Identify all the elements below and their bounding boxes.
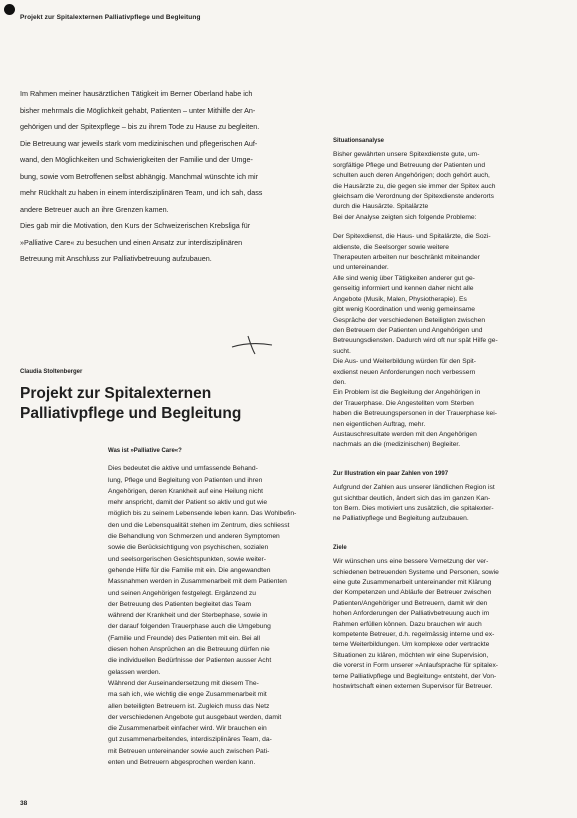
body-line: die Behandlung von Schmerzen und anderen Symptomen [108, 533, 280, 541]
body-line: hostwirtschaft einen externen Supervisor für Betreuer. [333, 683, 493, 691]
body-line: Austauschresultate werden mit den Angehörigen [333, 430, 477, 438]
intro-line: bisher mehrmals die Möglichkeit gehabt, Patienten – unter Mithilfe der An- [20, 105, 256, 115]
body-line: haben die Betreuungspersonen in der Trauerphase kei- [333, 410, 497, 418]
body-line: den und die Lebensqualität stehen im Zentrum, dies schliesst [108, 521, 290, 529]
body-line: Patienten/Angehöriger und Betreuern, damit wir den [333, 599, 488, 607]
body-line: Angebote (Musik, Malen, Physiotherapie). Es [333, 295, 467, 303]
article-title-line-1: Projekt zur Spitalexternen [20, 385, 212, 402]
body-line: die individuellen Bedürfnisse der Patienten ausser Acht [108, 657, 272, 665]
body-line: der Betreuung des Patienten begleitet das Team [108, 600, 252, 608]
body-line: den. [333, 378, 347, 386]
body-line: mehr anspricht, damit der Patient so aktiv und gut wie [108, 499, 268, 507]
body-line: gelassen werden. [108, 668, 161, 676]
body-line: Ein Problem ist die Begleitung der Angehörigen in [333, 389, 481, 397]
body-line: genseitig informiert und kennen daher nicht alle [333, 285, 474, 293]
intro-line: wand, den Möglichkeiten und Schwierigkeiten der Familie und der Umge- [20, 155, 253, 164]
body-line: schiedenen betreuenden Systeme und Personen, sowie [333, 568, 499, 576]
intro-line: Die Betreuung war jeweils stark vom medizinischen und pflegerischen Auf- [20, 138, 258, 148]
body-line: eine gute Zusammenarbeit untereinander mit Klärung [333, 579, 492, 587]
body-line: lung, Pflege und Begleitung von Patienten und ihren [108, 476, 263, 484]
handwritten-mark-icon [228, 332, 278, 357]
intro-text [20, 86, 320, 268]
body-line: kompetente Betreuer, d.h. regelmässig interne und ex- [333, 631, 495, 639]
body-line: schulten auch deren Angehörigen; doch gehört auch, [333, 172, 490, 180]
body-line: und seelsorgerischen Gesichtspunkten, sowie weiter- [108, 555, 266, 563]
intro-line: Im Rahmen meiner hausärztlichen Tätigkeit im Berner Oberland habe ich [20, 89, 253, 98]
body-line: während der Krankheit und der Sterbephase, sowie in [108, 612, 268, 620]
body-line: Dies bedeutet die aktive und umfassende Behand- [108, 465, 258, 473]
body-line: mit Betreuen untereinander sowie auch zwischen Pati- [108, 747, 270, 755]
body-line: Therapeuten arbeiten nur beschränkt miteinander [333, 254, 480, 262]
illustration-body [333, 483, 569, 525]
body-line: nen eigentlichen Auftrag, mehr. [333, 420, 426, 428]
intro-line: mehr Rückhalt zu haben in einem interdisziplinären Team, und ich sah, dass [20, 188, 263, 197]
body-line: Situationen zu klären, möchten wir eine Supervision, [333, 651, 489, 659]
body-line: Während der Auseinandersetzung mit diesem The- [108, 679, 259, 687]
body-line: ne Palliativpflege und Begleitung aufzubauen. [333, 515, 469, 523]
body-line: gut sichtbar deutlich, ändert sich das im ganzen Kan- [333, 494, 491, 502]
analysis-intro: Bei der Analyse zeigten sich folgende Probleme: [333, 213, 477, 221]
body-line: terne Palliativpflege und Begleitung« entsteht, der Von- [333, 672, 497, 680]
article-author: Claudia Stoltenberger [20, 369, 83, 375]
body-line: die vorerst in Form unserer »Anlaufsprache für spitalex- [333, 662, 499, 670]
body-line: enten und Betreuern abgesprochen werden kann. [108, 759, 256, 767]
body-line: sorgfältige Pflege und Betreuung der Patienten und [333, 161, 486, 169]
body-line: Die Aus- und Weiterbildung würden für den Spit- [333, 358, 476, 366]
body-line: der verschiedenen Angebote gut ausgebaut werden, damit [108, 713, 282, 721]
body-line: durch die Hausärzte. Spitalärzte [333, 203, 429, 211]
problem-list [333, 232, 569, 451]
body-line: Rahmen erfüllen können. Dazu brauchen wir auch [333, 620, 482, 628]
intro-line: Dies gab mir die Motivation, den Kurs der Schweizerischen Krebsliga für [20, 221, 251, 230]
article-title [20, 384, 241, 424]
intro-line: Betreuung mit Anschluss zur Palliativbetreuung aufzubauen. [20, 254, 212, 263]
running-head: Projekt zur Spitalexternen Palliativpflege und Begleitung [20, 14, 201, 21]
body-line: Der Spitexdienst, die Haus- und Spitalärzte, die Sozi- [333, 233, 491, 241]
body-line: hohen Anforderungen der Palliativbetreuung auch im [333, 610, 490, 618]
body-line: gehende Hilfe für die Familie mit ein. Die angewandten [108, 566, 271, 574]
right-column [333, 136, 569, 693]
situation-body [333, 150, 569, 212]
intro-line: andere Betreuer auch an ihre Grenzen kamen. [20, 204, 169, 214]
body-line: Alle sind wenig über Tätigkeiten anderer gut ge- [333, 274, 475, 282]
body-line: exdienst neuen Anforderungen noch verbessern [333, 368, 476, 376]
body-line: Massnahmen werden in Zusammenarbeit mit dem Patienten [108, 578, 287, 586]
section-heading-situation: Situationsanalyse [333, 138, 385, 144]
middle-column-body [108, 463, 326, 768]
middle-column [108, 446, 326, 768]
body-line: die Hausärzte zu, die gegen sie immer der Spitex auch [333, 182, 496, 190]
body-line: ma sah ich, wie wichtig die enge Zusammenarbeit mit [108, 691, 267, 699]
section-heading-palliative-care: Was ist »Palliative Care«? [108, 448, 182, 454]
section-heading-goals: Ziele [333, 544, 347, 551]
body-line: sowie die Berücksichtigung von psychischen, sozialen [108, 544, 269, 552]
body-line: (Familie und Freunde) des Patienten mit ein. Bei all [108, 634, 261, 642]
body-line: und untereinander. [333, 264, 389, 272]
intro-line: »Palliative Care« zu besuchen und einen Ansatz zur interdisziplinären [20, 237, 243, 247]
page-corner-dot [4, 4, 15, 15]
body-line: möglich bis zu seinem Lebensende leben kann. Das Wohlbefin- [108, 510, 297, 518]
body-line: sucht. [333, 347, 351, 355]
body-line: gibt wenig Koordination und wenig gemeinsame [333, 306, 476, 314]
page-number: 38 [20, 800, 28, 807]
body-line: Betreuungsdiensten. Dadurch wird oft nur spät Hilfe ge- [333, 337, 498, 345]
body-line: ton Bern. Dies motiviert uns zusätzlich, die spitalexter- [333, 505, 494, 512]
body-line: diesen hohen Ansprüchen an die Betreuung dürfen nie [108, 646, 270, 654]
body-line: terne Weiterbildungen. Um komplexe oder vertrackte [333, 641, 490, 649]
body-line: der darauf folgenden Trauerphase auch die Umgebung [108, 623, 271, 631]
body-line: Wir wünschen uns eine bessere Vernetzung der ver- [333, 558, 489, 566]
body-line: allen beteiligten Betreuern ist. Zugleich muss das Netz [108, 702, 270, 710]
body-line: die Zusammenarbeit einfacher wird. Wir brauchen ein [108, 725, 267, 733]
body-line: Gespräche der verschiedenen Beteiligten zwischen [333, 316, 486, 324]
body-line: den Betreuern der Patienten und Angehörigen und [333, 326, 483, 334]
body-line: der Kompetenzen und Abläufe der Betreuer zwischen [333, 589, 492, 597]
body-line: der Trauerphase. Die Angestellten vom Sterben [333, 399, 474, 407]
article-title-line-2: Palliativpflege und Begleitung [20, 405, 242, 422]
intro-line: gehörigen und der Spitexpflege – bis zu ihrem Tode zu Hause zu begleiten. [20, 122, 260, 131]
body-line: gut zusammenarbeitendes, interdisziplinäres Team, da- [108, 736, 272, 744]
body-line: Bisher gewährten unsere Spitexdienste gute, um- [333, 151, 480, 159]
goals-body [333, 557, 569, 692]
body-line: gleichsam die Verordnung der Spitexdienste anderorts [333, 193, 494, 201]
intro-line: bung, sowie vom Betroffenen selbst abhängig. Manchmal wünschte ich mir [20, 171, 258, 181]
body-line: aldienste, die Seelsorger sowie weitere [333, 243, 449, 251]
section-heading-illustration: Zur Illustration ein paar Zahlen von 1997 [333, 470, 449, 477]
body-line: Aufgrund der Zahlen aus unserer ländlichen Region ist [333, 484, 495, 492]
body-line: nachmals an die (medizinischen) Begleiter. [333, 441, 461, 449]
body-line: Angehörigen, deren Krankheit auf eine Heilung nicht [108, 487, 264, 495]
body-line: und seinen Angehörigen festgelegt. Ergänzend zu [108, 589, 256, 597]
